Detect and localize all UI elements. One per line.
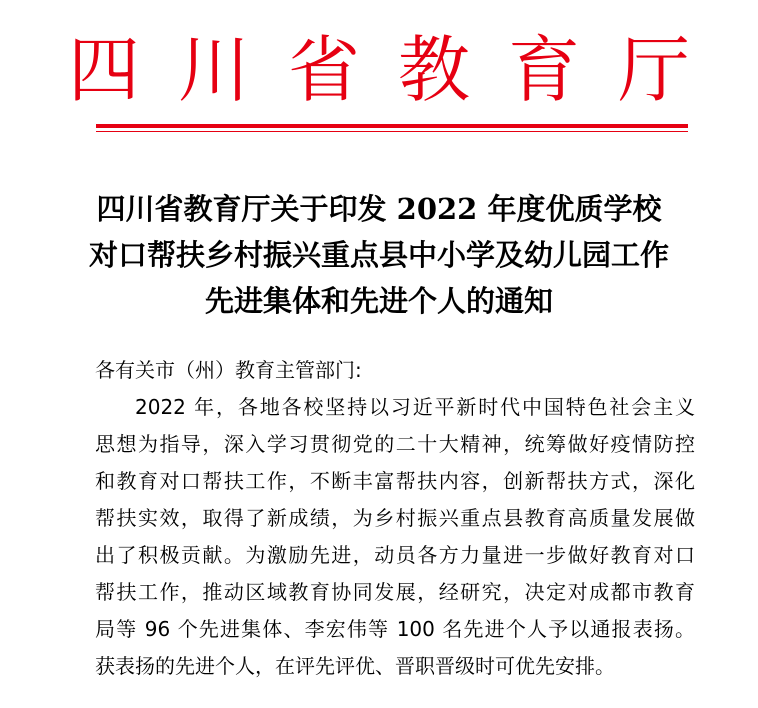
document-title [60,186,698,324]
red-header-rule-thick [96,124,688,128]
body-line-5: 出了积极贡献。为激励先进，动员各方力量进一步做好教育对口 [95,543,695,567]
body-line-1: 2022 年，各地各校坚持以习近平新时代中国特色社会主义 [135,395,695,419]
body-line-4: 帮扶实效，取得了新成绩，为乡村振兴重点县教育高质量发展做 [95,506,695,530]
title-line-2: 对口帮扶乡村振兴重点县中小学及幼儿园工作 [88,238,669,272]
document-body [95,352,695,685]
salutation: 各有关市（州）教育主管部门: [95,358,362,382]
red-header-rule-thin [96,131,688,132]
body-line-8: 获表扬的先进个人，在评先评优、晋职晋级时可优先安排。 [95,654,615,678]
body-line-6: 帮扶工作，推动区域教育协同发展，经研究，决定对成都市教育 [95,580,695,604]
body-line-3: 和教育对口帮扶工作，不断丰富帮扶内容，创新帮扶方式，深化 [95,469,695,493]
title-line-1: 四川省教育厅关于印发 2022 年度优质学校 [96,192,662,226]
body-line-7: 局等 96 个先进集体、李宏伟等 100 名先进个人予以通报表扬。 [95,617,695,641]
body-line-2: 思想为指导，深入学习贯彻党的二十大精神，统筹做好疫情防控 [95,432,695,456]
title-line-3: 先进集体和先进个人的通知 [204,284,553,318]
document-masthead: 四川省教育厅 [67,28,728,112]
